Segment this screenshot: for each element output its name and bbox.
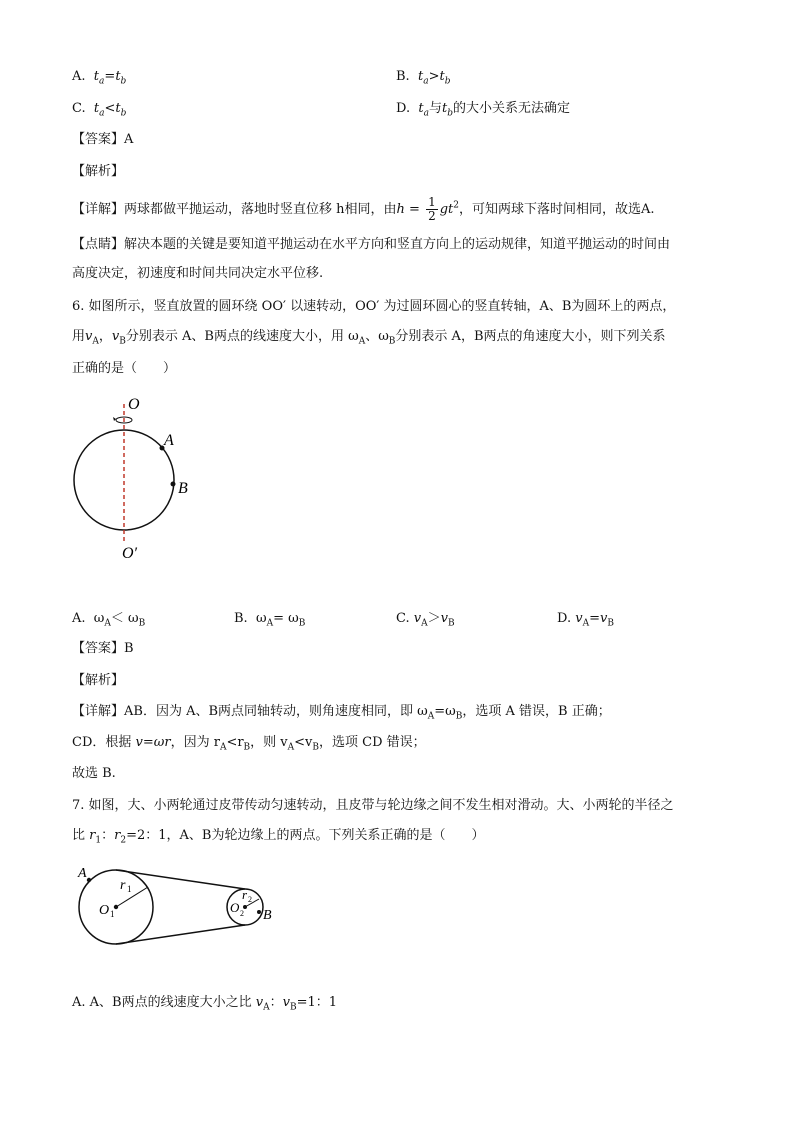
q5-option-c: C. $t_a<t_b$: [72, 101, 127, 119]
label-o1-sub: 1: [110, 909, 115, 919]
q6-stem-line3: 正确的是（ ）: [72, 361, 177, 376]
q5-comment-line1: 【点睛】解决本题的关键是要知道平抛运动在水平方向和竖直方向上的运动规律，知道平抛运动的时间由: [72, 237, 671, 252]
q6-detail-line1: 【详解】AB．因为 A、B两点同轴转动，则角速度相同，即 $\omega_A=\omega_B$，选项 A 错误，B 正确；: [72, 704, 611, 722]
q6-option-d: D. $v_A=v_B$: [557, 611, 614, 629]
q6-detail-line2: CD．根据 v=ωr，因为 $r_A<r_B$，则 $v_A<v_B$，选项 CD 错误；: [72, 735, 426, 753]
q6-stem-line1: 6. 如图所示，竖直放置的圆环绕 OO′ 以速转动，OO′ 为过圆环圆心的竖直转轴，A、B为圆环上的两点，: [72, 299, 676, 314]
ring-circle: [74, 430, 174, 530]
belt-bottom: [116, 925, 245, 944]
label-b: B: [178, 480, 188, 497]
q5-analysis-label: 【解析】: [72, 164, 125, 179]
q5-comment-line2: 高度决定，初速度和时间共同决定水平位移.: [72, 266, 324, 281]
q5-detail: 【详解】两球都做平抛运动，落地时竖直位移 h相同，由h = $\frac{1}{2}$ $gt^2$，可知两球下落时间相同，故选A.: [72, 195, 655, 223]
q5-option-a: A. $t_a=t_b$: [72, 69, 127, 87]
label-o2: O: [230, 900, 240, 915]
belt-top: [116, 870, 245, 889]
q7-stem-line1: 7. 如图，大、小两轮通过皮带传动匀速转动，且皮带与轮边缘之间不发生相对滑动。大、小两轮的半径之: [72, 798, 674, 813]
point-b-dot: [171, 482, 176, 487]
label-o1: O: [99, 903, 110, 918]
label-a: A: [78, 866, 87, 881]
label-o: O: [128, 396, 140, 413]
label-o-prime: O′: [122, 545, 138, 562]
label-b: B: [263, 908, 272, 923]
label-o2-sub: 2: [240, 909, 244, 918]
q6-stem-line2: 用$v_A$，$v_B$分别表示 A、B两点的线速度大小，用 $\omega_A$、$\omega_B$分别表示 A，B两点的角速度大小，则下列关系: [72, 329, 666, 347]
q6-option-a: A. $\omega_A< \omega_B$: [72, 611, 146, 629]
q6-option-b: B. $\omega_A= \omega_B$: [234, 611, 306, 629]
point-b-dot: [257, 910, 261, 914]
q7-stem-line2: 比 $r_1$：$r_2=2$：1，A、B为轮边缘上的两点。下列关系正确的是（ ）: [72, 828, 485, 846]
rotating-ring-figure: [66, 392, 216, 567]
label-r2: r: [242, 887, 248, 902]
q5-option-d: D. $t_a$与$t_b$的大小关系无法确定: [396, 101, 570, 119]
q6-detail-line3: 故选 B.: [72, 766, 116, 781]
q6-option-c: C. $v_A>v_B$: [396, 611, 455, 629]
label-r1: r: [120, 878, 126, 893]
point-a-dot: [87, 878, 91, 882]
label-r2-sub: 2: [248, 895, 252, 904]
q5-option-b: B. $t_a>t_b$: [396, 69, 451, 87]
q7-option-a: A. A、B两点的线速度大小之比 $v_A$：$v_B=1$：1: [72, 995, 338, 1013]
q6-analysis-label: 【解析】: [72, 673, 125, 688]
label-r1-sub: 1: [127, 884, 132, 894]
fraction-one-half: $\frac{1}{2}$: [428, 195, 436, 223]
q5-answer: 【答案】A: [72, 132, 134, 147]
belt-pulley-figure: [70, 860, 290, 955]
label-a: A: [164, 432, 174, 449]
q6-answer: 【答案】B: [72, 641, 134, 656]
